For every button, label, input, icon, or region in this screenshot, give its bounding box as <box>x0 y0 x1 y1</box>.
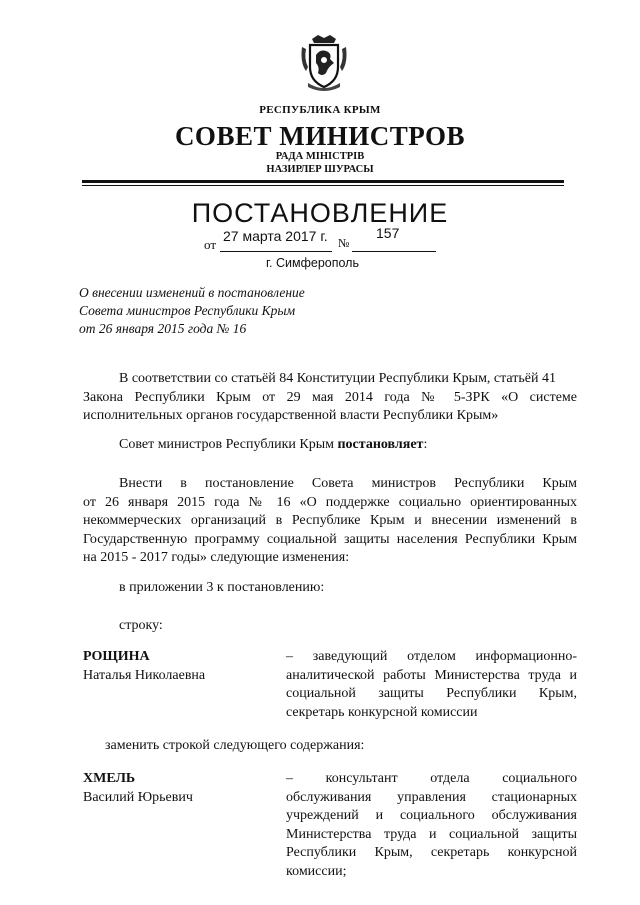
old-member-name: РОЩИНА Наталья Николаевна <box>83 649 206 683</box>
city: г. Симферополь <box>266 256 359 270</box>
amendment-paragraph: Внести в постановление Совета министров Республики Крым от 26 января 2015 года № 16 «О поддержке социально ориентированных некоммерческих организаций в Республике Крым и внесении изменений в Государственную программу социальной защиты населения Республики Крым на 2015 - 2017 годы» следующие изменения: <box>83 476 577 565</box>
old-member-position: – заведующий отделом информационно- аналитической работы Министерства труда и социальной защиты Республики Крым, секретарь конкурсной комиссии <box>286 649 577 720</box>
decree-number: 157 <box>376 225 400 241</box>
appendix-reference: в приложении 3 к постановлению: <box>119 580 325 595</box>
basis-paragraph: В соответствии со статьёй 84 Конституции Республики Крым, статьёй 41 Закона Республики Крым от 29 мая 2014 года № 5-ЗРК «О системе исполнительных органов государственной власти Республики Крым» <box>83 371 577 423</box>
new-member-name: ХМЕЛЬ Василий Юрьевич <box>83 771 193 805</box>
republic-name: РЕСПУБЛИКА КРЫМ <box>259 104 381 116</box>
resolution-statement: Совет министров Республики Крым постановляет: <box>119 437 428 452</box>
row-label: строку: <box>119 618 163 633</box>
council-name: СОВЕТ МИНИСТРОВ <box>174 121 466 151</box>
header-rule-thin <box>82 185 564 186</box>
decree-date: 27 марта 2017 г. <box>223 228 328 244</box>
from-label: от <box>204 237 217 252</box>
replace-label: заменить строкой следующего содержания: <box>105 738 365 753</box>
number-underline <box>352 251 436 252</box>
number-label: № <box>338 236 350 250</box>
crimea-coat-of-arms-icon <box>298 33 350 95</box>
council-name-crimean-tatar: НАЗИРЛЕР ШУРАСЫ <box>266 164 374 175</box>
date-underline <box>220 251 332 252</box>
new-member-position: – консультант отдела социального обслуживания управления стационарных учреждений и социального обслуживания Министерства труда и социальной защиты Республики Крым, секретарь конкурсной комиссии; <box>286 771 577 879</box>
document-title: ПОСТАНОВЛЕНИЕ <box>191 198 449 228</box>
decree-subject: О внесении изменений в постановление Совета министров Республики Крым от 26 января 2015 года № 16 <box>79 285 305 336</box>
council-name-ukrainian: РАДА МІНІСТРІВ <box>275 151 365 162</box>
header-rule-thick <box>82 180 564 183</box>
